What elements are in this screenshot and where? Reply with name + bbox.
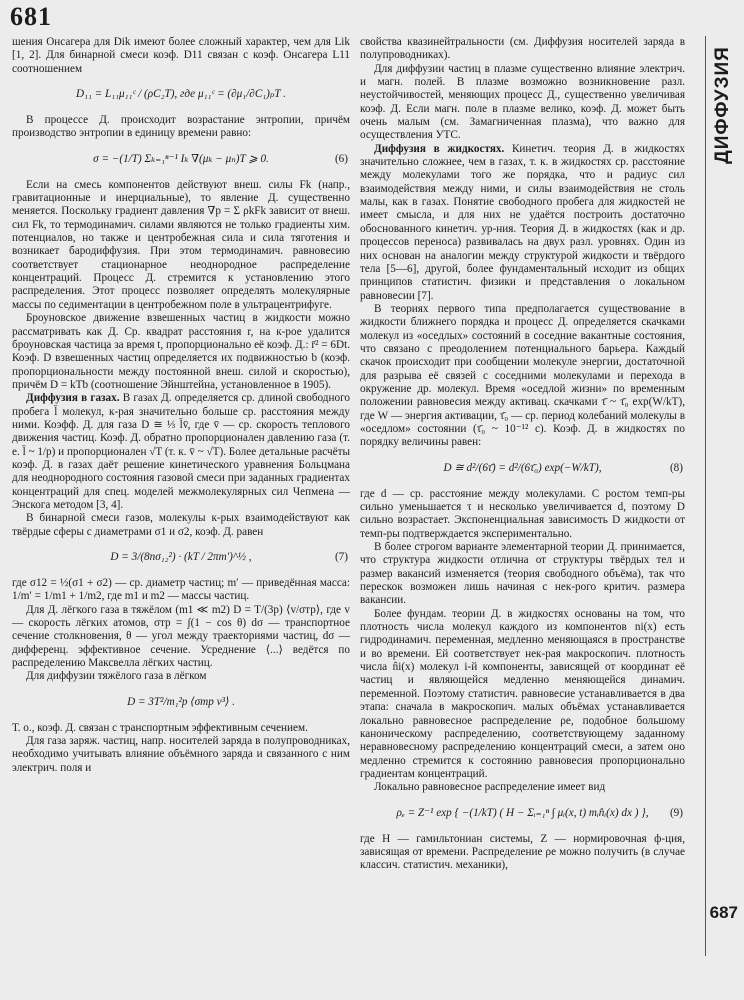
equation-formula: σ = −(1/T) Σₖ₌₁ⁿ⁻¹ Iₖ ∇(μₖ − μₙ)T ⩾ 0. <box>93 153 269 166</box>
paragraph <box>360 488 685 541</box>
page-number-header: 681 <box>10 2 52 31</box>
paragraph-text: Т. о., коэф. Д. связан с транспортным эффективным сечением. <box>12 721 308 734</box>
paragraph <box>12 735 350 775</box>
paragraph <box>12 179 350 312</box>
equation <box>360 801 685 827</box>
equation <box>12 82 350 108</box>
paragraph-text: где d — ср. расстояние между молекулами. С ростом темп-ры сильно уменьшается τ и несколько увеличивается d, поэтому D сильно возрастает. Экспоненциальная зависимость D жидкости от темп-ры подтверждается экспериментально. <box>360 487 685 540</box>
left-column <box>12 36 350 775</box>
equation <box>360 456 685 482</box>
equation-number: (6) <box>334 153 348 166</box>
equation <box>12 545 350 571</box>
paragraph-text: Если на смесь компонентов действуют внеш. силы Fk (напр., гравитационные и инерциальные), то явление Д. существенно меняется. Поскольку градиент давления ∇p = Σ ρkFk зависит от внеш. сил Fk, то термодинамич. силами являются не только градиенты хим. потенциалов, но также и центробежная сила и сила тяготения и возникает бародиффузия. При этом термодинамич. равновесию соответствует стационарное неоднородное распределение концентраций. Процесс Д. стремится к установлению этого распределения. Этот процесс позволяет определять молекулярные массы по седиментации в центробежном поле в ультрацентрифуге. <box>12 178 350 311</box>
right-column <box>360 36 685 873</box>
equation-formula: D = 3T²/m₁²p ⟨σтр v³⟩ . <box>127 696 235 709</box>
paragraph-text: Для Д. лёгкого газа в тяжёлом (m1 ≪ m2) D = T/(3p) ⟨v/σтр⟩, где v — скорость лёгких атомов, σтр = ∫(1 − cos θ) dσ — транспортное сечение столкновения, θ — угол между траекториями частиц, dσ — дифференц. эффективное сечение. Усреднение ⟨...⟩ ведётся по распределению Максвелла лёгких частиц. <box>12 603 350 670</box>
equation <box>12 690 350 716</box>
paragraph <box>360 781 685 794</box>
paragraph <box>360 541 685 608</box>
paragraph <box>12 36 350 76</box>
paragraph-text: Кинетич. теория Д. в жидкостях значительно сложнее, чем в газах, т. к. в жидкостях ср. расстояние между молекулами того же порядка, что и радиус сил взаимодействия между ними, и силы взаимодействия не столь малы, как в газах. Понятие свободного пробега для жидкостей не имеет смысла, и для них не удаётся построить достаточно обоснованного кинетич. ур-ния. Теория Д. в жидкостях (как и др. процессов переноса) развивалась на двух разл. уровнях. Один из них основан на аналогии между структурой жидкости и твёрдого тела [5—6], другой, более фундаментальный исходит из общих принципов статистич. физики и представления о локальном равновесии [7]. <box>360 142 685 302</box>
page-number-footer: 687 <box>709 903 738 922</box>
paragraph <box>12 577 350 604</box>
paragraph-text: Броуновское движение взвешенных частиц в жидкости можно рассматривать как Д. Ср. квадрат расстояния r, на к-рое удалится броуновская частица за время t, пропорционально её коэф. Д.: r̄² = 6Dt. Коэф. D взвешенных частиц определяется их подвижностью b (коэф. пропорциональности между постоянной внеш. силой и скоростью), причём D = kTb (соотношение Эйнштейна, установленное в 1905). <box>12 312 350 391</box>
paragraph <box>360 833 685 873</box>
equation-formula: ρₑ = Z⁻¹ exp { −(1/kT) ( H − Σᵢ₌₁ⁿ ∫ μᵢ(x, t) mᵢn̂ᵢ(x) dx ) }, <box>396 806 649 819</box>
paragraph <box>12 604 350 671</box>
section-divider-rule <box>705 36 706 956</box>
paragraph <box>360 608 685 781</box>
paragraph-text: где σ12 = ½(σ1 + σ2) — ср. диаметр частиц; m′ — приведённая масса: 1/m′ = 1/m1 + 1/m2, где m1 и m2 — массы частиц. <box>12 577 350 603</box>
section-label <box>708 40 738 170</box>
section-label-text: ДИФФУЗИЯ <box>712 46 733 164</box>
equation-formula: D = 3/(8nσ₁₂²) · (kT / 2πm′)^½ , <box>110 551 252 564</box>
paragraph <box>12 722 350 735</box>
paragraph-text: шения Онсагера для Dik имеют более сложный характер, чем для Lik [1, 2]. Для бинарной смеси коэф. D11 связан с коэф. Онсагера L11 соотношением <box>12 36 350 75</box>
paragraph <box>360 63 685 143</box>
paragraph-text: Локально равновесное распределение имеет вид <box>374 781 606 794</box>
paragraph-text: где H — гамильтониан системы, Z — нормировочная ф-ция, зависящая от времени. Распределение ρe можно получить (в случае классич. статистич. механики), <box>360 832 685 872</box>
equation-formula: D₁₁ = L₁₁μ₁₁ᶜ / (ρC₂T), где μ₁₁ᶜ = (∂μ₁/∂C₁)ₚT . <box>76 88 286 101</box>
paragraph-text: Для диффузии частиц в плазме существенно влияние электрич. и магн. полей. В плазме возможно возникновение разл. неустойчивостей, меняющих процесс Д., существенно увеличивая коэф. Д. Если магн. поле в плазме велико, коэф. Д. может быть очень малым (см. Замагниченная плазма), что важно для осуществления УТС. <box>360 62 685 142</box>
paragraph <box>12 670 350 683</box>
section-heading: Диффузия в жидкостях. <box>374 142 505 155</box>
paragraph-text: В газах Д. определяется ср. длиной свободного пробега l̄ молекул, к-рая значительно больше ср. расстояния между ними. Коэфф. Д. для газа D ≅ ⅓ l̄v̄, где v̄ — ср. скорость теплового движения частиц. Коэф. Д. обратно пропорционален давлению газа (т. е. l̄ ~ 1/p) и пропорционален √T (т. к. v̄ ~ √T). Более детальные расчёты коэф. Д. в газах даёт решение кинетического уравнения Больцмана для неоднородного состояния газовой смеси при заданных градиентах концентраций для спец. моделей межмолекулярных сил Чепмена — Энскога методом [3, 4]. <box>12 392 350 511</box>
equation-formula: D ≅ d²/(6τ̄) = d²/(6τ̄₀) exp(−W/kT), <box>443 461 602 474</box>
paragraph-text: В теориях первого типа предполагается существование в жидкости ближнего порядка и процесс Д. определяется скачками молекул из «оседлых» состояний в соседние вакантные состояния, что связано с преодолением потенциального барьера. Каждый скачок происходит при сообщении молекуле энергии, достаточной для разрыва её связей с соседними молекулами и перехода в окружение др. молекул. Время «оседлой жизни» по временным положении равновесия между активац. скачками τ̄ ~ τ̄₀ exp(W/kT), где W — энергия активации, τ̄₀ — ср. период колебаний молекулы в «оседлом» состоянии (τ̄₀ ~ 10⁻¹² с). Коэф. Д. в жидкостях по порядку величины равен: <box>360 302 685 449</box>
paragraph <box>360 303 685 450</box>
paragraph-text: Для диффузии тяжёлого газа в лёгком <box>26 670 207 683</box>
equation-number: (9) <box>669 806 683 819</box>
paragraph <box>360 36 685 63</box>
paragraph <box>12 114 350 141</box>
paragraph <box>12 392 350 512</box>
section-heading: Диффузия в газах. <box>26 392 120 405</box>
paragraph <box>360 143 685 303</box>
paragraph-text: В бинарной смеси газов, молекулы к-рых взаимодействуют как твёрдые сферы с диаметрами σ1 и σ2, коэф. Д. равен <box>12 512 350 538</box>
paragraph <box>12 312 350 392</box>
equation-number: (8) <box>669 461 683 474</box>
paragraph-text: В процессе Д. происходит возрастание энтропии, причём производство энтропии в единицу времени равно: <box>12 114 350 140</box>
paragraph-text: Более фундам. теории Д. в жидкостях основаны на том, что плотность числа молекул каждого из компонентов ni(x) есть гидродинамич. переменная, медленно меняющаяся в пространстве и во времени. Ей соответствует нек-рая макроскопич. плотность числа n̂i(x) молекул i-й компоненты, зависящей от координат её частиц и являющейся медленно меняющейся динамич. переменной. Поэтому статистич. равновесие устанавливается в два этапа: сначала в макроскопич. малых объёмах устанавливается локально равновесное распределение ρe, подобное большому каноническому распределению, соответствующему заданному неравновесному распределению концентраций смеси, а затем оно медленно стремится к состоянию равновесия пропорционально градиентам концентраций. <box>360 607 685 780</box>
paragraph-text: Для газа заряж. частиц, напр. носителей заряда в полупроводниках, необходимо учитывать влияние объёмного заряда и связанного с ним электрич. поля и <box>12 735 350 774</box>
equation-number: (7) <box>334 551 348 564</box>
paragraph <box>12 512 350 539</box>
equation <box>12 147 350 173</box>
paragraph-text: свойства квазинейтральности (см. Диффузия носителей заряда в полупроводниках). <box>360 36 685 62</box>
paragraph-text: В более строгом варианте элементарной теории Д. принимается, что структура жидкости отлична от структуры твёрдых тел и размер вакансий изменяется (теория свободного объёма), так что перескок возможен лишь начиная с нек-рого критич. размера вакансии. <box>360 541 685 607</box>
